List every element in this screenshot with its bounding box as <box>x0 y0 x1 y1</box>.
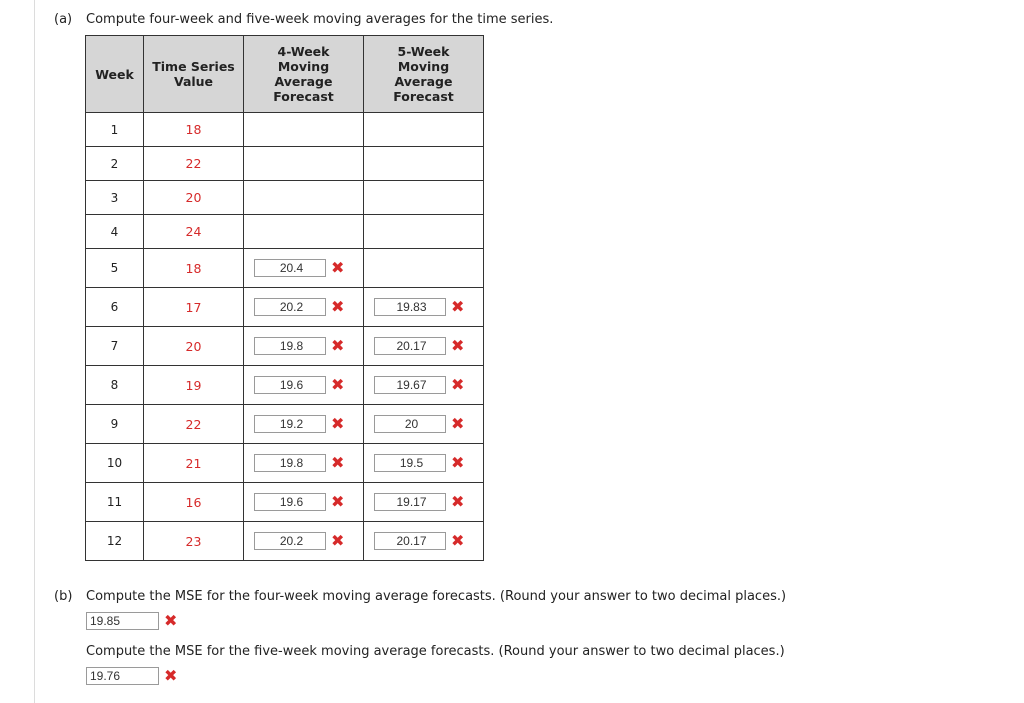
answer-group <box>364 415 483 433</box>
forecast-5-week-cell <box>364 327 484 366</box>
forecast-5-week-cell <box>364 444 484 483</box>
forecast-5-week-cell <box>364 483 484 522</box>
incorrect-x-icon: ✖ <box>331 297 345 316</box>
forecast-5-week-cell <box>364 215 484 249</box>
answer-group <box>364 376 483 394</box>
table-row <box>86 215 484 249</box>
forecast-4-week-cell <box>244 288 364 327</box>
answer-group <box>364 454 483 472</box>
answer-group <box>364 337 483 355</box>
week-cell: 6 <box>86 288 144 327</box>
forecast-4-week-cell <box>244 249 364 288</box>
incorrect-x-icon: ✖ <box>451 297 465 316</box>
week-cell: 7 <box>86 327 144 366</box>
week-cell: 10 <box>86 444 144 483</box>
time-series-value-cell: 22 <box>144 147 244 181</box>
incorrect-x-icon: ✖ <box>451 492 465 511</box>
table-row <box>86 483 484 522</box>
part-a-text: Compute four-week and five-week moving averages for the time series. <box>86 12 554 27</box>
table-row <box>86 249 484 288</box>
week-cell: 12 <box>86 522 144 561</box>
time-series-value-cell: 20 <box>144 181 244 215</box>
header-time-series-value: Time Series Value <box>144 36 244 113</box>
header-5-week-forecast: 5-Week Moving Average Forecast <box>364 36 484 113</box>
time-series-value-cell: 18 <box>144 249 244 288</box>
table-row <box>86 147 484 181</box>
forecast-4-week-input[interactable]: 19.8 <box>254 454 326 472</box>
week-cell: 11 <box>86 483 144 522</box>
incorrect-x-icon: ✖ <box>451 453 465 472</box>
mse-4-week-input[interactable]: 19.85 <box>86 612 159 630</box>
time-series-value-cell: 22 <box>144 405 244 444</box>
answer-group <box>364 298 483 316</box>
week-cell: 1 <box>86 113 144 147</box>
forecast-4-week-cell <box>244 327 364 366</box>
answer-group <box>244 415 363 433</box>
incorrect-x-icon: ✖ <box>164 611 178 630</box>
incorrect-x-icon: ✖ <box>331 531 345 550</box>
forecast-5-week-cell <box>364 288 484 327</box>
part-a-question <box>54 12 553 27</box>
forecast-4-week-cell <box>244 444 364 483</box>
forecast-5-week-cell <box>364 249 484 288</box>
forecast-4-week-input[interactable]: 19.2 <box>254 415 326 433</box>
table-row <box>86 327 484 366</box>
left-margin-rule <box>34 0 35 703</box>
part-b-prefix: (b) <box>54 589 73 604</box>
time-series-value-cell: 16 <box>144 483 244 522</box>
forecast-5-week-input[interactable]: 20.17 <box>374 337 446 355</box>
time-series-value-cell: 19 <box>144 366 244 405</box>
part-a-prefix: (a) <box>54 12 73 27</box>
answer-group <box>244 298 363 316</box>
forecast-4-week-input[interactable]: 20.2 <box>254 298 326 316</box>
moving-average-table <box>85 35 484 561</box>
table-row <box>86 181 484 215</box>
week-cell: 5 <box>86 249 144 288</box>
answer-group <box>364 493 483 511</box>
mse-5-week-answer <box>86 667 177 685</box>
forecast-5-week-input[interactable]: 19.83 <box>374 298 446 316</box>
forecast-5-week-input[interactable]: 19.67 <box>374 376 446 394</box>
forecast-4-week-cell <box>244 405 364 444</box>
incorrect-x-icon: ✖ <box>331 336 345 355</box>
forecast-5-week-cell <box>364 522 484 561</box>
time-series-value-cell: 24 <box>144 215 244 249</box>
part-b-text-2: Compute the MSE for the five-week moving average forecasts. (Round your answer to two decimal places.) <box>86 644 785 659</box>
time-series-value-cell: 20 <box>144 327 244 366</box>
week-cell: 4 <box>86 215 144 249</box>
answer-group <box>244 337 363 355</box>
part-b-question-1 <box>54 589 786 604</box>
incorrect-x-icon: ✖ <box>451 375 465 394</box>
forecast-4-week-input[interactable]: 20.2 <box>254 532 326 550</box>
incorrect-x-icon: ✖ <box>331 453 345 472</box>
time-series-value-cell: 18 <box>144 113 244 147</box>
forecast-5-week-cell <box>364 147 484 181</box>
forecast-4-week-cell <box>244 483 364 522</box>
forecast-4-week-cell <box>244 181 364 215</box>
forecast-4-week-cell <box>244 147 364 181</box>
answer-group <box>244 454 363 472</box>
forecast-5-week-input[interactable]: 20 <box>374 415 446 433</box>
forecast-5-week-cell <box>364 181 484 215</box>
forecast-4-week-input[interactable]: 19.8 <box>254 337 326 355</box>
table-row <box>86 288 484 327</box>
incorrect-x-icon: ✖ <box>331 258 345 277</box>
week-cell: 8 <box>86 366 144 405</box>
forecast-5-week-input[interactable]: 19.5 <box>374 454 446 472</box>
forecast-5-week-input[interactable]: 19.17 <box>374 493 446 511</box>
part-b-question-2 <box>86 644 785 659</box>
incorrect-x-icon: ✖ <box>451 531 465 550</box>
incorrect-x-icon: ✖ <box>331 375 345 394</box>
time-series-value-cell: 21 <box>144 444 244 483</box>
week-cell: 9 <box>86 405 144 444</box>
table-row <box>86 366 484 405</box>
answer-group <box>364 532 483 550</box>
forecast-5-week-cell <box>364 366 484 405</box>
table-row <box>86 444 484 483</box>
time-series-value-cell: 23 <box>144 522 244 561</box>
header-4-week-forecast: 4-Week Moving Average Forecast <box>244 36 364 113</box>
time-series-value-cell: 17 <box>144 288 244 327</box>
incorrect-x-icon: ✖ <box>331 492 345 511</box>
forecast-5-week-cell <box>364 405 484 444</box>
answer-group <box>244 376 363 394</box>
answer-group <box>244 259 363 277</box>
incorrect-x-icon: ✖ <box>164 666 178 685</box>
forecast-4-week-input[interactable]: 19.6 <box>254 493 326 511</box>
part-b-text-1: Compute the MSE for the four-week moving average forecasts. (Round your answer to two decimal places.) <box>86 589 787 604</box>
incorrect-x-icon: ✖ <box>331 414 345 433</box>
incorrect-x-icon: ✖ <box>451 336 465 355</box>
forecast-4-week-cell <box>244 215 364 249</box>
table-header-row <box>86 36 484 113</box>
incorrect-x-icon: ✖ <box>451 414 465 433</box>
forecast-4-week-input[interactable]: 20.4 <box>254 259 326 277</box>
week-cell: 3 <box>86 181 144 215</box>
table-row <box>86 405 484 444</box>
forecast-4-week-cell <box>244 522 364 561</box>
answer-group <box>244 493 363 511</box>
forecast-4-week-input[interactable]: 19.6 <box>254 376 326 394</box>
table-body <box>86 113 484 561</box>
mse-4-week-answer <box>86 612 177 630</box>
header-week: Week <box>86 36 144 113</box>
table-row <box>86 522 484 561</box>
week-cell: 2 <box>86 147 144 181</box>
forecast-4-week-cell <box>244 113 364 147</box>
forecast-5-week-cell <box>364 113 484 147</box>
answer-group <box>244 532 363 550</box>
table-row <box>86 113 484 147</box>
mse-5-week-input[interactable]: 19.76 <box>86 667 159 685</box>
forecast-4-week-cell <box>244 366 364 405</box>
forecast-5-week-input[interactable]: 20.17 <box>374 532 446 550</box>
